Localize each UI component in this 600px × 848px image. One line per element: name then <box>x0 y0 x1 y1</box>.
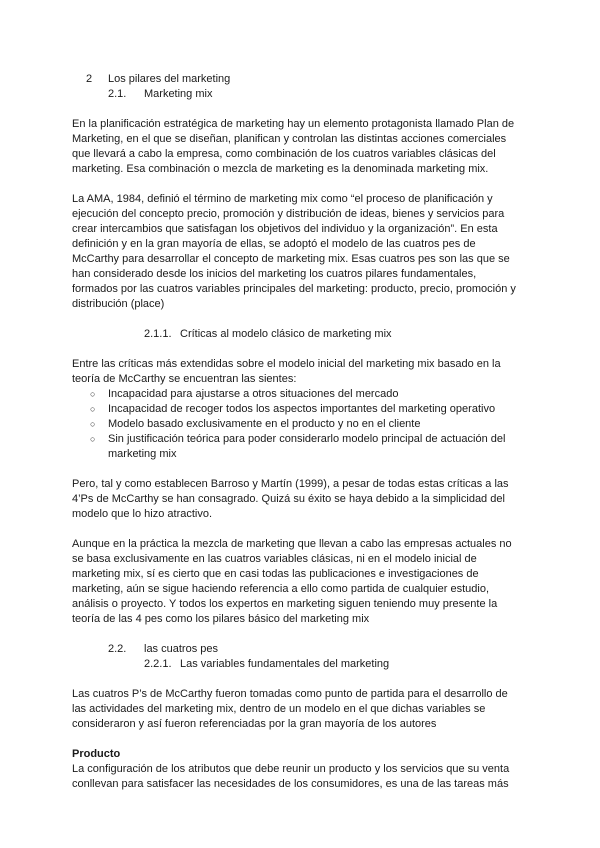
paragraph-cuatro-ps: Las cuatros P’s de McCarthy fueron tomadas como punto de partida para el desarrollo de las actividades del marketing mix, dentro de un modelo en el que dichas variables se consideraron y así fueron referenciadas por la gran mayoría de los autores <box>72 688 508 730</box>
list-item <box>72 402 522 417</box>
bullet-icon: ○ <box>90 389 96 399</box>
heading-producto: Producto <box>72 748 121 760</box>
bullet-icon: ○ <box>90 404 96 414</box>
heading-section-2-1 <box>72 87 522 102</box>
heading-title: Marketing mix <box>144 88 213 100</box>
bullet-icon: ○ <box>90 434 96 444</box>
paragraph-producto: La configuración de los atributos que debe reunir un producto y los servicios que su venta conllevan para satisfacer las necesidades de los consumidores, es una de las tareas más <box>72 763 510 790</box>
heading-section-2-2-1 <box>72 657 522 672</box>
criticas-list <box>72 387 522 462</box>
heading-number: 2.1.1. <box>144 328 172 340</box>
heading-number: 2 <box>86 73 93 85</box>
heading-number: 2.1. <box>108 88 127 100</box>
heading-section-2 <box>72 72 522 87</box>
list-item <box>72 417 522 432</box>
heading-title: Los pilares del marketing <box>108 73 231 85</box>
heading-title: Las variables fundamentales del marketing <box>180 658 390 670</box>
list-item <box>72 432 522 462</box>
document-page <box>72 72 522 792</box>
list-item-text: Incapacidad para ajustarse a otros situaciones del mercado <box>108 388 399 400</box>
list-item-text: Incapacidad de recoger todos los aspectos importantes del marketing operativo <box>108 403 496 415</box>
heading-title: las cuatros pes <box>144 643 218 655</box>
paragraph-plan-marketing: En la planificación estratégica de marketing hay un elemento protagonista llamado Plan de Marketing, en el que se diseñan, planifican y controlan las distintas acciones comerciales que llevará a cabo la empresa, como combinación de los cuatros variables clásicas del marketing. Esa combinación o mezcla de marketing es la denominada marketing mix. <box>72 118 515 175</box>
paragraph-criticas-intro: Entre las críticas más extendidas sobre el modelo inicial del marketing mix basado en la teoría de McCarthy se encuentran las sientes: <box>72 358 501 385</box>
heading-title: Críticas al modelo clásico de marketing mix <box>180 328 392 340</box>
heading-number: 2.2.1. <box>144 658 172 670</box>
list-item-text: Sin justificación teórica para poder considerarlo modelo principal de actuación del marketing mix <box>108 433 506 460</box>
list-item <box>72 387 522 402</box>
paragraph-practica: Aunque en la práctica la mezcla de marketing que llevan a cabo las empresas actuales no se basa exclusivamente en las cuatros variables clásicas, ni en el modelo inicial de marketing mix, sí es cierto que en casi todas las publicaciones e investigaciones de marketing, aún se sigue haciendo referencia a ello como partida de cualquier estudio, análisis o proyecto. Y todos los expertos en marketing siguen teniendo muy presente la teoría de las 4 pes como los pilares básico del marketing mix <box>72 538 512 625</box>
paragraph-ama-definition: La AMA, 1984, definió el término de marketing mix como “el proceso de planificación y ejecución del concepto precio, promoción y distribución de ideas, bienes y servicios para crear intercambios que satisfagan los objetivos del individuo y la organización”. En esta definición y en la gran mayoría de ellas, se adoptó el modelo de las cuatros pes de McCarthy para desarrollar el concepto de marketing mix. Esas cuatros pes son las que se han considerado desde los inicios del marketing los cuatros pilares fundamentales, formados por las cuatros variables principales del marketing: producto, precio, promoción y distribución (place) <box>72 193 516 310</box>
paragraph-barroso-martin: Pero, tal y como establecen Barroso y Martín (1999), a pesar de todas estas críticas a las 4’Ps de McCarthy se han consagrado. Quizá su éxito se haya debido a la simplicidad del modelo que lo hizo atractivo. <box>72 478 509 520</box>
heading-number: 2.2. <box>108 643 127 655</box>
heading-section-2-2 <box>72 642 522 657</box>
heading-section-2-1-1 <box>72 327 522 342</box>
bullet-icon: ○ <box>90 419 96 429</box>
list-item-text: Modelo basado exclusivamente en el producto y no en el cliente <box>108 418 421 430</box>
